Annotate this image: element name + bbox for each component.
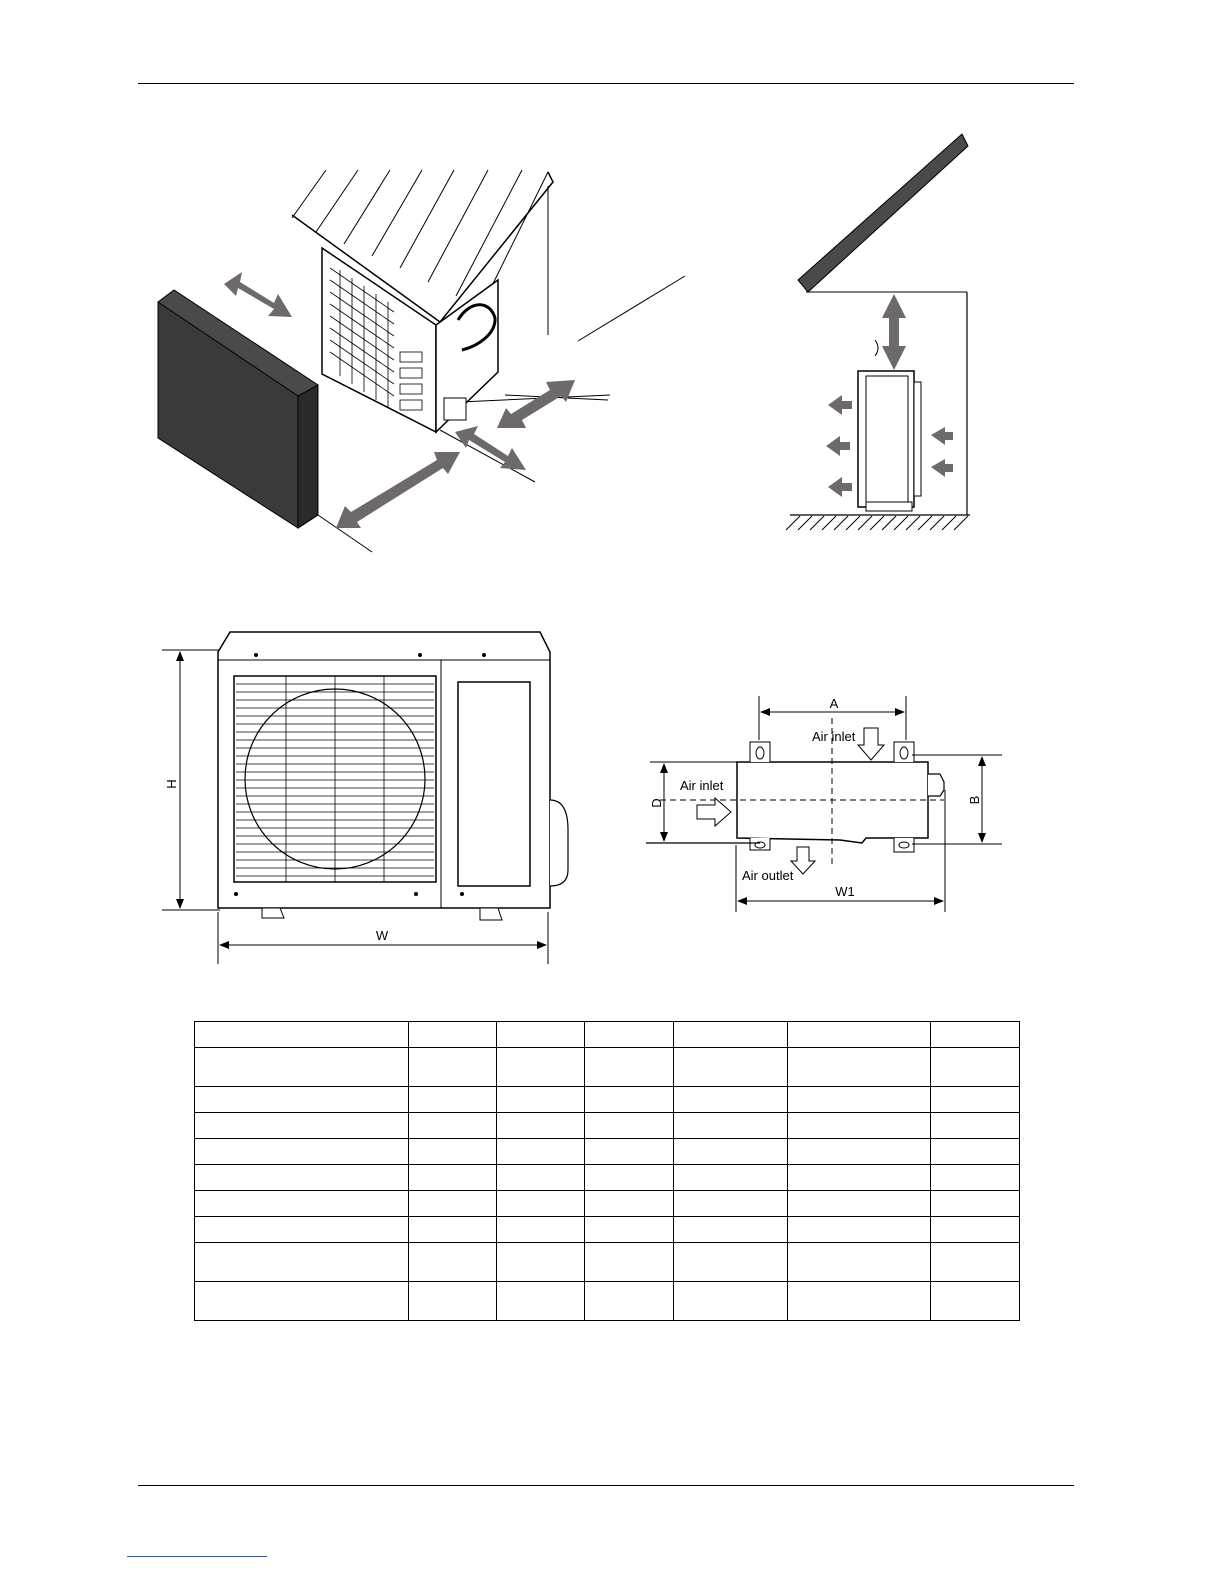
label-A: A [829,696,839,711]
air-inlet-side-label: Air inlet [680,778,724,793]
air-inlet-side-arrow [697,798,731,826]
outdoor-unit-side [858,371,921,511]
table-row [195,1087,1020,1113]
table-row [195,1282,1020,1321]
air-inlet-top-label: Air inlet [812,729,856,744]
air-outlet-label: Air outlet [742,868,794,883]
table-row [195,1191,1020,1217]
top-clearance-arrow [882,294,906,370]
table-row [195,1243,1020,1282]
front-obstacle [158,290,318,528]
table-row [195,1113,1020,1139]
label-B: B [967,795,982,805]
valve-cover [550,800,568,886]
table-row [195,1048,1020,1087]
clearance-perspective-figure [158,170,685,552]
table-row [195,1217,1020,1243]
front-view-figure [162,632,568,964]
footer-rule [138,1485,1074,1486]
side-elevation-figure [786,134,970,530]
footer-link-underline[interactable] [127,1556,267,1557]
air-outlet-arrow [791,847,815,874]
side-panel [458,682,530,886]
table-row [195,1139,1020,1165]
label-H: H [164,779,179,789]
label-D: D [649,798,664,808]
label-W1: W1 [835,884,855,899]
outdoor-unit-perspective [322,248,498,432]
plan-view-figure [646,696,1002,912]
specification-table [194,1021,1020,1321]
label-W: W [375,928,389,943]
table-row [195,1022,1020,1048]
table-row [195,1165,1020,1191]
air-inlet-top-arrow [858,728,884,760]
roof-slab-side [798,134,968,292]
